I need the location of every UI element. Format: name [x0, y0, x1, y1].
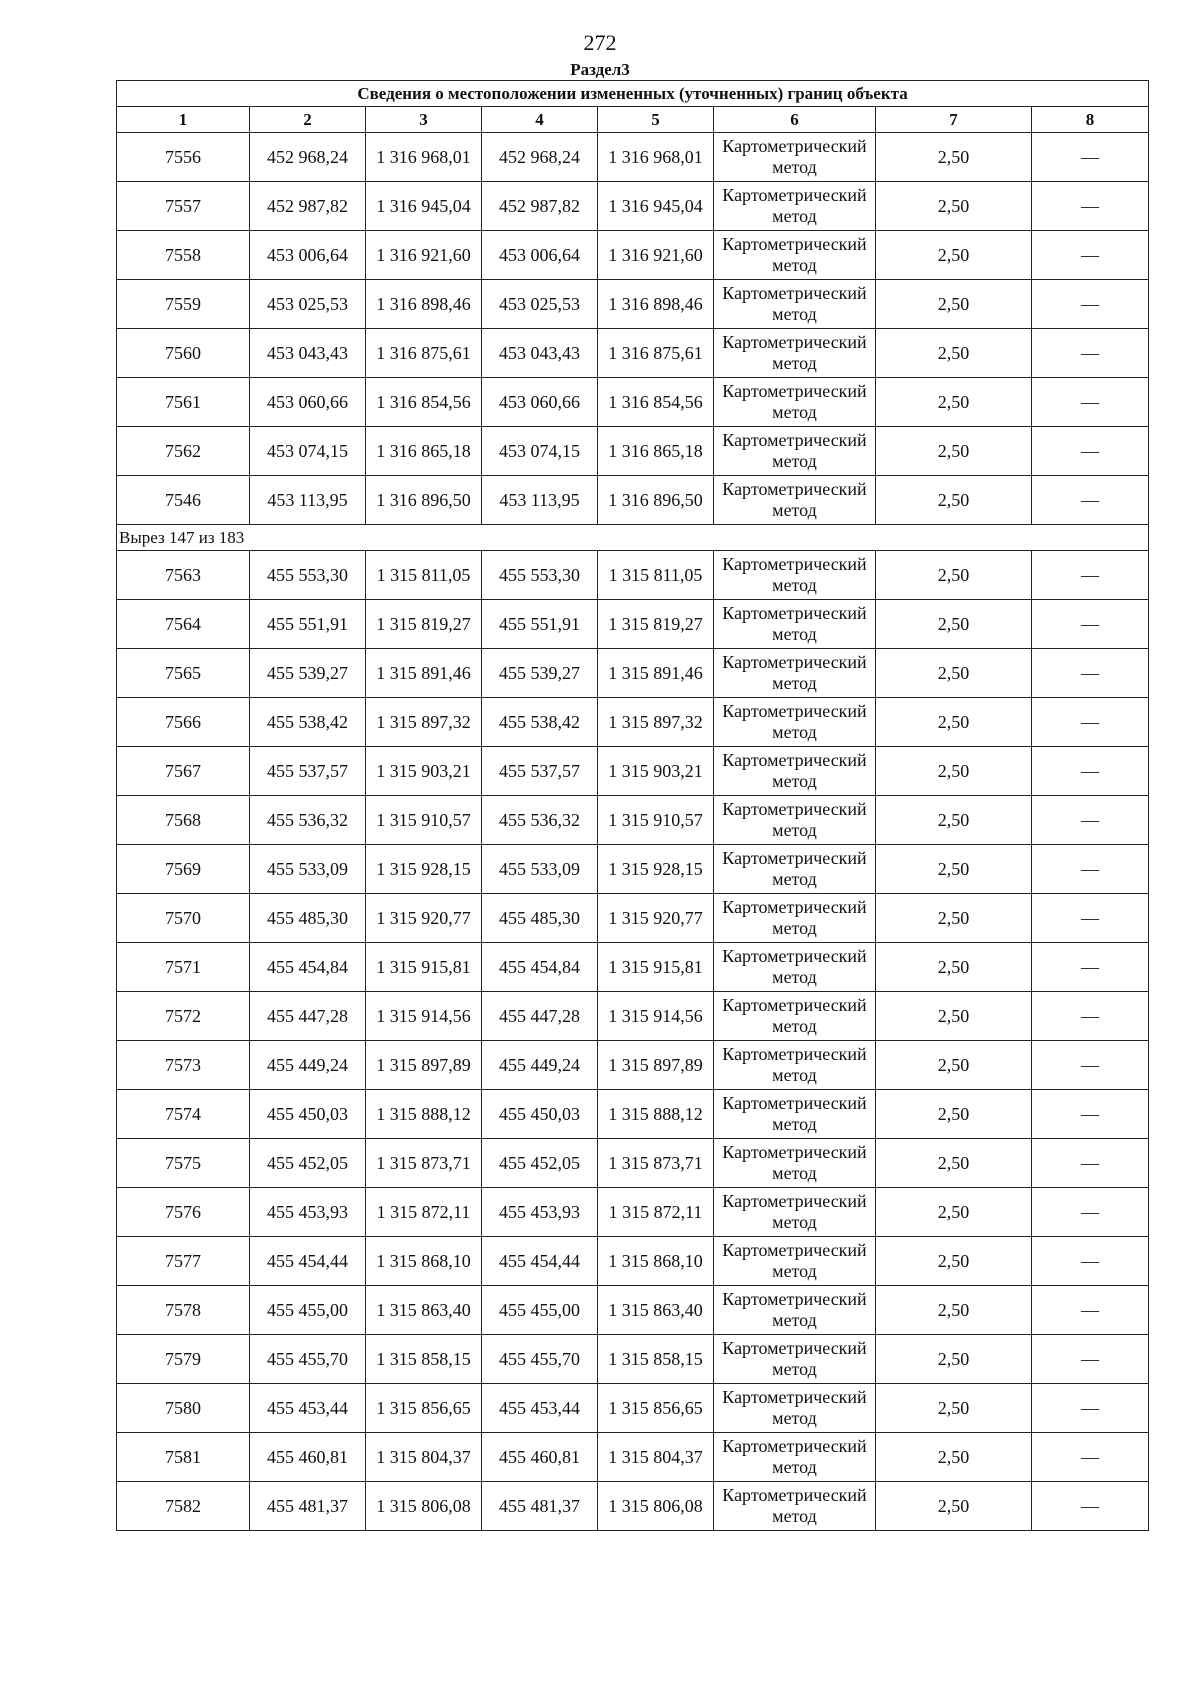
table-row: [117, 992, 1149, 1041]
table-cell: 7578: [117, 1286, 250, 1335]
table-cell: Картометрический метод: [714, 551, 876, 600]
table-cell: Картометрический метод: [714, 845, 876, 894]
table-cell: 1 316 898,46: [366, 280, 482, 329]
table-cell: 1 315 888,12: [598, 1090, 714, 1139]
table-cell: —: [1032, 378, 1149, 427]
table-cell: Картометрический метод: [714, 649, 876, 698]
table-cell: 2,50: [876, 845, 1032, 894]
table-cell: —: [1032, 1090, 1149, 1139]
table-cell: 7580: [117, 1384, 250, 1433]
table-cell: 2,50: [876, 698, 1032, 747]
table-row: [117, 747, 1149, 796]
table-cell: Картометрический метод: [714, 133, 876, 182]
table-cell: Картометрический метод: [714, 378, 876, 427]
table-body: [117, 81, 1149, 1531]
table-cell: 453 043,43: [250, 329, 366, 378]
table-cell: 1 315 872,11: [598, 1188, 714, 1237]
table-cell: 7556: [117, 133, 250, 182]
table-cell: 455 454,84: [250, 943, 366, 992]
table-cell: 453 025,53: [482, 280, 598, 329]
table-cell: Картометрический метод: [714, 1188, 876, 1237]
column-header: 6: [714, 107, 876, 133]
table-cell: Картометрический метод: [714, 1335, 876, 1384]
table-cell: 7559: [117, 280, 250, 329]
table-cell: 455 450,03: [482, 1090, 598, 1139]
table-cell: 455 452,05: [482, 1139, 598, 1188]
table-cell: 1 315 897,89: [598, 1041, 714, 1090]
table-cell: 455 454,44: [250, 1237, 366, 1286]
table-cell: 1 315 915,81: [366, 943, 482, 992]
table-cell: 455 455,00: [482, 1286, 598, 1335]
table-cell: 1 316 898,46: [598, 280, 714, 329]
table-row: [117, 1335, 1149, 1384]
table-row: [117, 1384, 1149, 1433]
column-header: 7: [876, 107, 1032, 133]
table-cell: 7566: [117, 698, 250, 747]
column-header: 2: [250, 107, 366, 133]
table-cell: 455 539,27: [250, 649, 366, 698]
table-cell: 455 481,37: [250, 1482, 366, 1531]
table-cell: 1 315 910,57: [598, 796, 714, 845]
table-cell: 1 315 863,40: [366, 1286, 482, 1335]
table-row: [117, 427, 1149, 476]
table-cell: —: [1032, 551, 1149, 600]
table-cell: 7558: [117, 231, 250, 280]
table-row: [117, 1090, 1149, 1139]
table-cell: 2,50: [876, 280, 1032, 329]
table-cell: 453 060,66: [250, 378, 366, 427]
table-cell: 1 316 875,61: [598, 329, 714, 378]
table-cell: 1 315 915,81: [598, 943, 714, 992]
table-cell: 1 316 865,18: [366, 427, 482, 476]
table-cell: 453 006,64: [482, 231, 598, 280]
table-cell: Картометрический метод: [714, 943, 876, 992]
table-cell: 453 113,95: [482, 476, 598, 525]
table-cell: 1 316 921,60: [366, 231, 482, 280]
table-cell: 1 316 968,01: [598, 133, 714, 182]
table-cell: 452 987,82: [482, 182, 598, 231]
table-cell: 2,50: [876, 1433, 1032, 1482]
table-cell: 1 316 945,04: [598, 182, 714, 231]
table-cell: —: [1032, 698, 1149, 747]
table-cell: Картометрический метод: [714, 280, 876, 329]
table-row: [117, 182, 1149, 231]
table-cell: 455 539,27: [482, 649, 598, 698]
table-cell: Картометрический метод: [714, 796, 876, 845]
table-caption-row: [117, 81, 1149, 107]
table-cell: 2,50: [876, 551, 1032, 600]
table-cell: 455 537,57: [250, 747, 366, 796]
table-row: [117, 231, 1149, 280]
table-cell: —: [1032, 231, 1149, 280]
table-cell: —: [1032, 1482, 1149, 1531]
section-title: Раздел3: [570, 60, 630, 79]
table-cell: 1 315 910,57: [366, 796, 482, 845]
table-cell: —: [1032, 796, 1149, 845]
table-cell: —: [1032, 280, 1149, 329]
table-cell: 2,50: [876, 133, 1032, 182]
table-cell: Картометрический метод: [714, 1384, 876, 1433]
table-cell: —: [1032, 476, 1149, 525]
table-cell: —: [1032, 427, 1149, 476]
table-cell: —: [1032, 1041, 1149, 1090]
table-cell: 455 485,30: [250, 894, 366, 943]
table-cell: 1 315 891,46: [598, 649, 714, 698]
table-cell: 1 315 872,11: [366, 1188, 482, 1237]
table-cell: 1 315 819,27: [366, 600, 482, 649]
table-cell: 1 316 921,60: [598, 231, 714, 280]
table-cell: 7579: [117, 1335, 250, 1384]
table-cell: —: [1032, 992, 1149, 1041]
table-cell: 2,50: [876, 894, 1032, 943]
table-cell: —: [1032, 1188, 1149, 1237]
table-cell: 1 315 897,32: [598, 698, 714, 747]
table-cell: 1 315 928,15: [366, 845, 482, 894]
table-cell: 1 315 858,15: [366, 1335, 482, 1384]
table-cell: 7582: [117, 1482, 250, 1531]
table-cell: Картометрический метод: [714, 1237, 876, 1286]
table-cell: 455 553,30: [250, 551, 366, 600]
table-cell: 455 537,57: [482, 747, 598, 796]
table-cell: —: [1032, 943, 1149, 992]
table-cell: —: [1032, 1286, 1149, 1335]
table-cell: 1 315 811,05: [366, 551, 482, 600]
table-cell: 1 315 888,12: [366, 1090, 482, 1139]
table-cell: 2,50: [876, 1384, 1032, 1433]
table-cell: 1 315 858,15: [598, 1335, 714, 1384]
table-cell: 1 315 928,15: [598, 845, 714, 894]
table-cell: Картометрический метод: [714, 747, 876, 796]
table-cell: 455 536,32: [482, 796, 598, 845]
table-cell: 1 316 896,50: [366, 476, 482, 525]
table-cell: Картометрический метод: [714, 1090, 876, 1139]
table-cell: 1 315 891,46: [366, 649, 482, 698]
table-cell: 2,50: [876, 1286, 1032, 1335]
page-number: 272: [583, 30, 617, 55]
table-cell: 7577: [117, 1237, 250, 1286]
table-row: [117, 1433, 1149, 1482]
table-cell: 1 315 868,10: [366, 1237, 482, 1286]
table-cell: 455 453,44: [250, 1384, 366, 1433]
table-cell: Картометрический метод: [714, 1482, 876, 1531]
table-cell: 455 460,81: [250, 1433, 366, 1482]
table-cell: 7576: [117, 1188, 250, 1237]
table-header-row: [117, 107, 1149, 133]
table-cell: 453 006,64: [250, 231, 366, 280]
table-cell: 1 315 914,56: [366, 992, 482, 1041]
table-cell: 455 454,44: [482, 1237, 598, 1286]
table-row: [117, 329, 1149, 378]
table-cell: —: [1032, 1433, 1149, 1482]
table-cell: —: [1032, 894, 1149, 943]
table-cell: 455 485,30: [482, 894, 598, 943]
table-cell: 2,50: [876, 600, 1032, 649]
table-row: [117, 649, 1149, 698]
table-cell: 1 315 863,40: [598, 1286, 714, 1335]
table-cell: 2,50: [876, 649, 1032, 698]
table-cell: 453 074,15: [250, 427, 366, 476]
table-cell: 455 453,93: [250, 1188, 366, 1237]
table-cell: Картометрический метод: [714, 1041, 876, 1090]
table-cell: 455 453,93: [482, 1188, 598, 1237]
table-cell: 7569: [117, 845, 250, 894]
table-cell: 2,50: [876, 427, 1032, 476]
table-cell: 455 538,42: [482, 698, 598, 747]
table-cell: —: [1032, 133, 1149, 182]
table-cell: 2,50: [876, 1090, 1032, 1139]
table-row: [117, 1139, 1149, 1188]
table-cell: 7546: [117, 476, 250, 525]
table-cell: 1 316 945,04: [366, 182, 482, 231]
table-cell: 2,50: [876, 1335, 1032, 1384]
table-cell: 455 553,30: [482, 551, 598, 600]
table-cell: —: [1032, 182, 1149, 231]
table-cell: 2,50: [876, 747, 1032, 796]
table-cell: Картометрический метод: [714, 182, 876, 231]
table-cell: 2,50: [876, 1188, 1032, 1237]
table-cell: 7570: [117, 894, 250, 943]
table-cell: 1 315 856,65: [366, 1384, 482, 1433]
table-cell: —: [1032, 329, 1149, 378]
table-cell: Картометрический метод: [714, 894, 876, 943]
column-header: 8: [1032, 107, 1149, 133]
table-cell: 455 455,70: [482, 1335, 598, 1384]
table-row: [117, 1237, 1149, 1286]
table-cell: 7565: [117, 649, 250, 698]
table-cell: 452 968,24: [250, 133, 366, 182]
table-row: [117, 280, 1149, 329]
table-cell: 7571: [117, 943, 250, 992]
table-cell: 1 315 903,21: [598, 747, 714, 796]
table-cell: 1 315 806,08: [366, 1482, 482, 1531]
table-cell: Картометрический метод: [714, 600, 876, 649]
table-cell: 1 316 875,61: [366, 329, 482, 378]
table-cell: 455 450,03: [250, 1090, 366, 1139]
table-cell: 2,50: [876, 1482, 1032, 1531]
table-cell: 1 315 804,37: [598, 1433, 714, 1482]
table-cell: 2,50: [876, 992, 1032, 1041]
table-cell: 1 315 920,77: [366, 894, 482, 943]
table-cell: —: [1032, 649, 1149, 698]
table-cell: 7574: [117, 1090, 250, 1139]
table-cell: 7557: [117, 182, 250, 231]
table-cell: 452 987,82: [250, 182, 366, 231]
table-cell: 7568: [117, 796, 250, 845]
table-cell: 2,50: [876, 1139, 1032, 1188]
table-cell: —: [1032, 1237, 1149, 1286]
table-cell: 455 447,28: [482, 992, 598, 1041]
table-cell: 7560: [117, 329, 250, 378]
column-header: 1: [117, 107, 250, 133]
table-row: [117, 551, 1149, 600]
table-cell: 7563: [117, 551, 250, 600]
table-cell: 2,50: [876, 1237, 1032, 1286]
table-cell: 453 074,15: [482, 427, 598, 476]
table-cell: 453 025,53: [250, 280, 366, 329]
table-cell: —: [1032, 747, 1149, 796]
table-row: [117, 133, 1149, 182]
table-cell: 455 455,00: [250, 1286, 366, 1335]
table-cell: 455 454,84: [482, 943, 598, 992]
table-cell: —: [1032, 600, 1149, 649]
table-cell: 455 455,70: [250, 1335, 366, 1384]
table-cell: 1 315 856,65: [598, 1384, 714, 1433]
table-cell: 455 449,24: [250, 1041, 366, 1090]
table-cell: 7562: [117, 427, 250, 476]
table-cell: 455 533,09: [250, 845, 366, 894]
table-cell: 7581: [117, 1433, 250, 1482]
column-header: 3: [366, 107, 482, 133]
table-cell: 455 460,81: [482, 1433, 598, 1482]
table-cell: 1 315 811,05: [598, 551, 714, 600]
table-cell: —: [1032, 1384, 1149, 1433]
table-cell: 1 316 865,18: [598, 427, 714, 476]
table-cell: 2,50: [876, 943, 1032, 992]
table-cell: 1 315 868,10: [598, 1237, 714, 1286]
table-row: [117, 845, 1149, 894]
table-cell: Картометрический метод: [714, 231, 876, 280]
table-cell: 7567: [117, 747, 250, 796]
table-cell: 1 316 854,56: [366, 378, 482, 427]
coordinates-table: [116, 80, 1149, 1531]
table-cell: 1 315 804,37: [366, 1433, 482, 1482]
table-cell: 1 315 819,27: [598, 600, 714, 649]
table-cell: 1 315 873,71: [598, 1139, 714, 1188]
table-row: [117, 698, 1149, 747]
table-row: [117, 796, 1149, 845]
table-cell: Картометрический метод: [714, 1433, 876, 1482]
table-cell: 7561: [117, 378, 250, 427]
table-cell: Картометрический метод: [714, 329, 876, 378]
table-cell: 7572: [117, 992, 250, 1041]
table-row: [117, 1041, 1149, 1090]
table-cell: 2,50: [876, 1041, 1032, 1090]
table-cell: 1 315 920,77: [598, 894, 714, 943]
table-cell: 1 315 897,32: [366, 698, 482, 747]
table-cell: Картометрический метод: [714, 427, 876, 476]
table-row: [117, 378, 1149, 427]
table-cell: Картометрический метод: [714, 1139, 876, 1188]
table-cell: 455 533,09: [482, 845, 598, 894]
table-cell: 2,50: [876, 796, 1032, 845]
table-cell: 455 538,42: [250, 698, 366, 747]
table-cell: 455 536,32: [250, 796, 366, 845]
table-cell: 7564: [117, 600, 250, 649]
table-cell: 2,50: [876, 476, 1032, 525]
column-header: 5: [598, 107, 714, 133]
table-cell: 7575: [117, 1139, 250, 1188]
table-cell: 455 551,91: [482, 600, 598, 649]
table-row: [117, 1188, 1149, 1237]
group-label-row: [117, 525, 1149, 551]
table-cell: 1 316 854,56: [598, 378, 714, 427]
table-row: [117, 1482, 1149, 1531]
table-cell: 2,50: [876, 182, 1032, 231]
table-row: [117, 894, 1149, 943]
table-cell: 453 060,66: [482, 378, 598, 427]
table-cell: 455 449,24: [482, 1041, 598, 1090]
table-caption: Сведения о местоположении измененных (уточненных) границ объекта: [117, 81, 1149, 107]
table-cell: 1 316 896,50: [598, 476, 714, 525]
table-cell: 455 447,28: [250, 992, 366, 1041]
table-cell: 1 315 897,89: [366, 1041, 482, 1090]
group-label: Вырез 147 из 183: [117, 525, 1149, 551]
table-row: [117, 943, 1149, 992]
table-cell: 1 315 903,21: [366, 747, 482, 796]
table-cell: —: [1032, 845, 1149, 894]
table-row: [117, 1286, 1149, 1335]
table-cell: —: [1032, 1335, 1149, 1384]
table-cell: Картометрический метод: [714, 698, 876, 747]
table-cell: 452 968,24: [482, 133, 598, 182]
table-cell: 2,50: [876, 231, 1032, 280]
table-cell: 453 113,95: [250, 476, 366, 525]
table-row: [117, 476, 1149, 525]
table-cell: Картометрический метод: [714, 1286, 876, 1335]
column-header: 4: [482, 107, 598, 133]
table-cell: 1 316 968,01: [366, 133, 482, 182]
table-row: [117, 600, 1149, 649]
table-cell: 1 315 806,08: [598, 1482, 714, 1531]
table-cell: 455 453,44: [482, 1384, 598, 1433]
table-cell: 1 315 914,56: [598, 992, 714, 1041]
table-cell: Картометрический метод: [714, 476, 876, 525]
table-cell: Картометрический метод: [714, 992, 876, 1041]
table-cell: 455 481,37: [482, 1482, 598, 1531]
table-cell: 2,50: [876, 329, 1032, 378]
table-cell: 455 452,05: [250, 1139, 366, 1188]
table-cell: 455 551,91: [250, 600, 366, 649]
table-cell: 453 043,43: [482, 329, 598, 378]
table-cell: 2,50: [876, 378, 1032, 427]
table-cell: —: [1032, 1139, 1149, 1188]
table-cell: 7573: [117, 1041, 250, 1090]
table-cell: 1 315 873,71: [366, 1139, 482, 1188]
